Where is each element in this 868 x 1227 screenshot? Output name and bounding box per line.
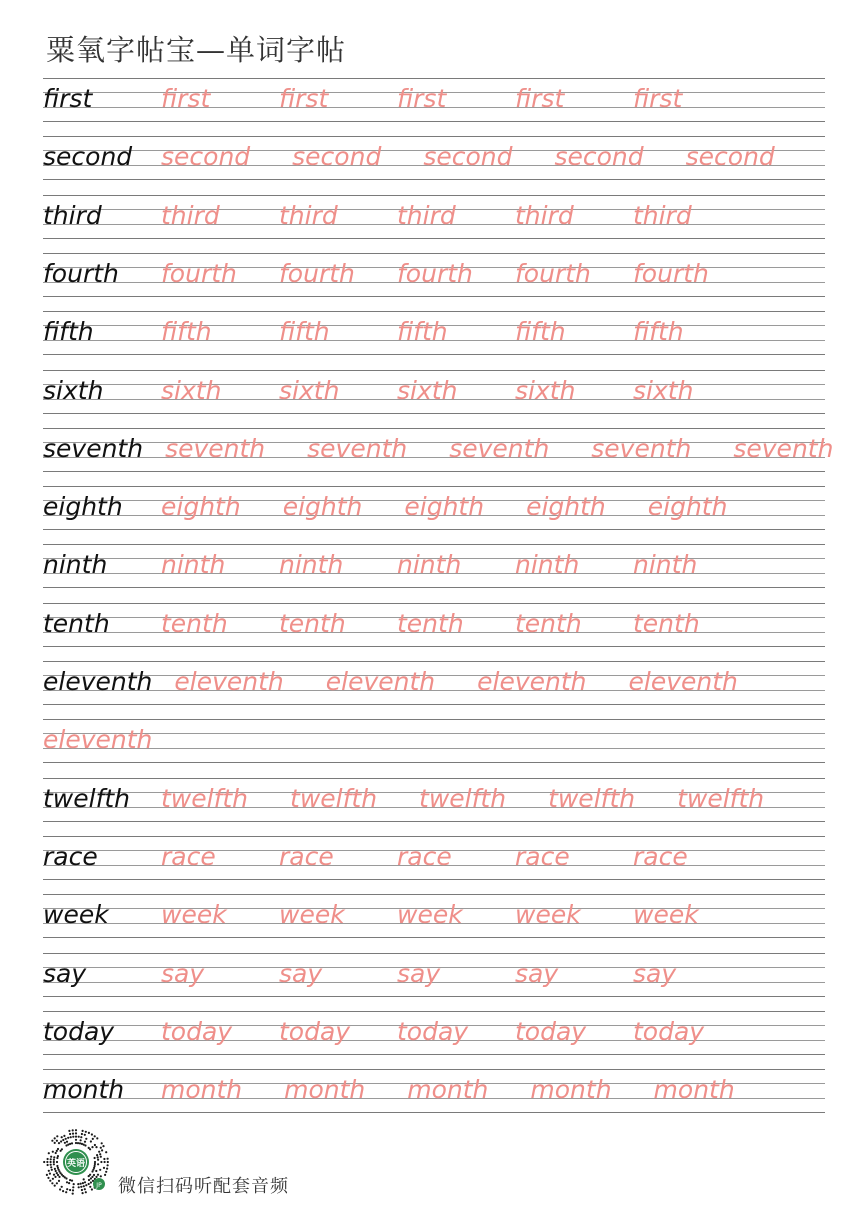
ruled-line bbox=[43, 457, 825, 458]
model-word: sixth bbox=[43, 375, 104, 405]
practice-row bbox=[43, 894, 825, 938]
trace-word: today bbox=[633, 1016, 705, 1046]
ruled-line bbox=[43, 879, 825, 880]
trace-word: eleventh bbox=[43, 725, 153, 755]
model-word: say bbox=[43, 958, 87, 988]
trace-word: say bbox=[633, 958, 677, 988]
practice-row bbox=[43, 311, 825, 355]
trace-word: twelfth bbox=[419, 783, 507, 813]
footer-caption: 微信扫码听配套音频 bbox=[118, 1176, 289, 1197]
trace-word: ninth bbox=[515, 550, 580, 580]
ruled-line bbox=[43, 762, 825, 763]
model-word: eighth bbox=[43, 492, 123, 522]
trace-word: month bbox=[653, 1075, 735, 1105]
page-title: 粟氧字帖宝—单词字帖 bbox=[46, 33, 347, 67]
practice-row bbox=[43, 486, 825, 530]
trace-word: twelfth bbox=[161, 783, 249, 813]
practice-row bbox=[43, 370, 825, 414]
trace-word: eleventh bbox=[628, 667, 738, 696]
ruled-line bbox=[43, 821, 825, 822]
trace-word: second bbox=[161, 142, 251, 172]
trace-word: race bbox=[515, 841, 570, 871]
trace-word: sixth bbox=[279, 375, 340, 405]
ruled-line bbox=[43, 1069, 825, 1070]
model-word: fifth bbox=[43, 317, 94, 347]
model-word: ninth bbox=[43, 550, 108, 580]
trace-word: today bbox=[279, 1016, 351, 1046]
trace-word: race bbox=[279, 841, 334, 871]
trace-word: first bbox=[161, 84, 211, 113]
model-word: today bbox=[43, 1016, 115, 1046]
trace-word: twelfth bbox=[290, 783, 378, 813]
practice-row bbox=[43, 195, 825, 239]
model-word: seventh bbox=[43, 433, 144, 463]
model-word: twelfth bbox=[43, 783, 131, 813]
trace-word: tenth bbox=[279, 608, 346, 638]
practice-row bbox=[43, 603, 825, 647]
practice-row bbox=[43, 136, 825, 180]
trace-word: sixth bbox=[633, 375, 694, 405]
ruled-line bbox=[43, 179, 825, 180]
trace-word: first bbox=[397, 84, 447, 113]
trace-word: month bbox=[161, 1075, 243, 1105]
practice-row bbox=[43, 1011, 825, 1055]
trace-word: sixth bbox=[161, 375, 222, 405]
trace-word: eleventh bbox=[325, 667, 436, 696]
trace-word: say bbox=[515, 958, 559, 988]
trace-word: seventh bbox=[591, 433, 692, 463]
trace-word: third bbox=[633, 200, 692, 230]
trace-word: sixth bbox=[397, 375, 458, 405]
trace-word: ninth bbox=[397, 550, 462, 580]
trace-word: month bbox=[407, 1075, 489, 1105]
practice-row bbox=[43, 836, 825, 880]
trace-word: ninth bbox=[161, 550, 226, 580]
trace-word: month bbox=[284, 1075, 366, 1105]
practice-row bbox=[43, 778, 825, 822]
trace-word: first bbox=[633, 84, 683, 113]
trace-word: week bbox=[397, 900, 463, 930]
ruled-line bbox=[43, 733, 825, 734]
trace-word: say bbox=[279, 958, 323, 988]
practice-row bbox=[43, 253, 825, 297]
model-word: tenth bbox=[43, 608, 110, 638]
practice-row bbox=[43, 661, 825, 705]
ruled-line bbox=[43, 748, 825, 749]
ruled-line bbox=[43, 661, 825, 662]
practice-row bbox=[43, 544, 825, 588]
practice-row bbox=[43, 1069, 825, 1113]
trace-word: eighth bbox=[404, 492, 485, 522]
ruled-line bbox=[43, 704, 825, 705]
trace-word: eighth bbox=[282, 492, 363, 522]
footer bbox=[42, 1128, 442, 1198]
trace-word: third bbox=[515, 200, 574, 230]
ruled-line bbox=[43, 603, 825, 604]
trace-word: third bbox=[161, 200, 220, 230]
practice-row bbox=[43, 953, 825, 997]
model-word: eleventh bbox=[43, 667, 153, 696]
trace-word: week bbox=[515, 900, 581, 930]
trace-word: eleventh bbox=[477, 667, 587, 696]
ruled-line bbox=[43, 486, 825, 487]
trace-word: fifth bbox=[161, 317, 212, 347]
trace-word: week bbox=[161, 900, 227, 930]
model-word: month bbox=[43, 1075, 125, 1105]
qr-corner-label: JP bbox=[96, 1182, 102, 1189]
trace-word: ninth bbox=[633, 550, 698, 580]
ruled-line bbox=[43, 370, 825, 371]
ruled-line bbox=[43, 953, 825, 954]
trace-word: fourth bbox=[515, 258, 591, 288]
trace-word: month bbox=[530, 1075, 612, 1105]
trace-word: race bbox=[161, 841, 216, 871]
model-word: week bbox=[43, 900, 109, 930]
trace-word: fifth bbox=[515, 317, 566, 347]
ruled-line bbox=[43, 529, 825, 530]
ruled-line bbox=[43, 296, 825, 297]
trace-word: race bbox=[633, 841, 688, 871]
trace-word: seventh bbox=[165, 433, 266, 463]
trace-word: fifth bbox=[279, 317, 330, 347]
trace-word: eighth bbox=[647, 492, 728, 522]
trace-word: seventh bbox=[449, 433, 550, 463]
trace-word: sixth bbox=[515, 375, 576, 405]
model-word: second bbox=[43, 142, 133, 172]
trace-word: tenth bbox=[515, 608, 582, 638]
trace-word: eighth bbox=[161, 492, 241, 522]
trace-word: first bbox=[279, 84, 329, 113]
trace-word: eighth bbox=[526, 492, 606, 522]
trace-word: ninth bbox=[279, 550, 344, 580]
trace-word: today bbox=[161, 1016, 233, 1046]
trace-word: say bbox=[161, 958, 205, 988]
ruled-line bbox=[43, 136, 825, 137]
model-word: race bbox=[43, 841, 98, 871]
model-word: fourth bbox=[43, 258, 119, 288]
trace-word: race bbox=[397, 841, 452, 871]
practice-row bbox=[43, 78, 825, 122]
ruled-line bbox=[43, 413, 825, 414]
ruled-line bbox=[43, 778, 825, 779]
ruled-line bbox=[43, 1054, 825, 1055]
ruled-line bbox=[43, 253, 825, 254]
practice-row bbox=[43, 428, 834, 472]
trace-word: second bbox=[423, 142, 513, 172]
trace-word: third bbox=[279, 200, 338, 230]
trace-word: third bbox=[397, 200, 456, 230]
trace-word: today bbox=[397, 1016, 469, 1046]
ruled-line bbox=[43, 442, 825, 443]
ruled-line bbox=[43, 78, 825, 79]
ruled-line bbox=[43, 1011, 825, 1012]
ruled-line bbox=[43, 195, 825, 196]
trace-word: seventh bbox=[733, 433, 834, 463]
trace-word: tenth bbox=[633, 608, 700, 638]
ruled-line bbox=[43, 471, 825, 472]
ruled-line bbox=[43, 238, 825, 239]
trace-word: eleventh bbox=[174, 667, 284, 696]
trace-word: second bbox=[685, 142, 775, 172]
trace-word: fifth bbox=[633, 317, 684, 347]
ruled-line bbox=[43, 1112, 825, 1113]
trace-word: tenth bbox=[161, 608, 228, 638]
qr-code-icon[interactable] bbox=[42, 1128, 110, 1196]
qr-badge-label: 英语 bbox=[66, 1159, 86, 1169]
trace-word: fourth bbox=[633, 258, 709, 288]
trace-word: fourth bbox=[279, 258, 355, 288]
trace-word: today bbox=[515, 1016, 587, 1046]
trace-word: second bbox=[554, 142, 644, 172]
trace-word: fourth bbox=[161, 258, 237, 288]
trace-word: tenth bbox=[397, 608, 464, 638]
trace-word: fifth bbox=[397, 317, 448, 347]
ruled-line bbox=[43, 311, 825, 312]
ruled-line bbox=[43, 544, 825, 545]
practice-row bbox=[43, 719, 825, 763]
ruled-line bbox=[43, 428, 825, 429]
ruled-line bbox=[43, 646, 825, 647]
trace-word: twelfth bbox=[677, 783, 765, 813]
trace-word: twelfth bbox=[548, 783, 636, 813]
ruled-line bbox=[43, 587, 825, 588]
trace-word: say bbox=[397, 958, 441, 988]
model-word: third bbox=[43, 200, 102, 230]
ruled-line bbox=[43, 836, 825, 837]
trace-word: seventh bbox=[307, 433, 408, 463]
trace-word: first bbox=[515, 84, 565, 113]
model-word: first bbox=[43, 84, 93, 113]
ruled-line bbox=[43, 996, 825, 997]
ruled-line bbox=[43, 719, 825, 720]
trace-word: week bbox=[279, 900, 345, 930]
trace-word: week bbox=[633, 900, 699, 930]
ruled-line bbox=[43, 937, 825, 938]
ruled-line bbox=[43, 354, 825, 355]
trace-word: second bbox=[292, 142, 382, 172]
ruled-line bbox=[43, 894, 825, 895]
ruled-line bbox=[43, 121, 825, 122]
trace-word: fourth bbox=[397, 258, 473, 288]
